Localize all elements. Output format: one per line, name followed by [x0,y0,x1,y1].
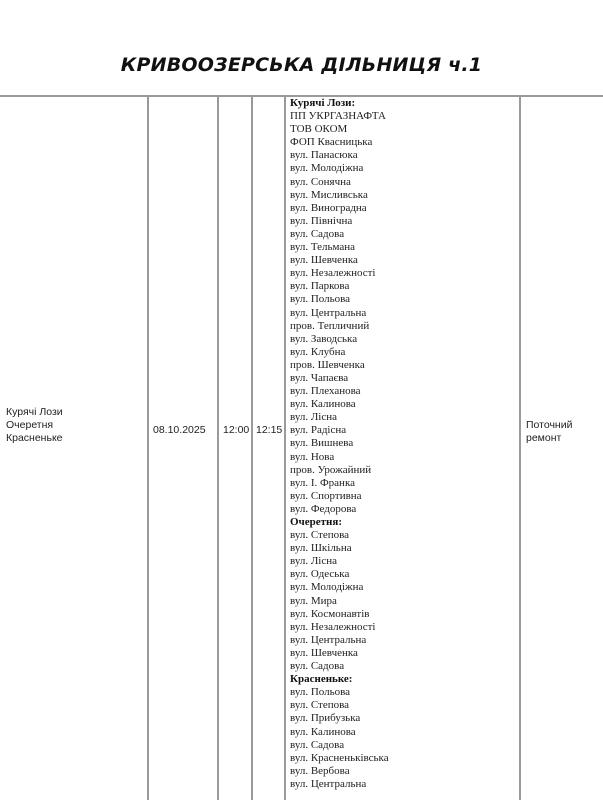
settlement-header: Красненьке: [290,673,353,686]
settlement-header: Очеретня: [290,516,342,528]
address-item: вул. Вербова [290,764,350,777]
outage-table [0,95,603,800]
address-item: вул. Мисливська [290,188,368,201]
address-item: вул. Північна [290,214,353,227]
address-item: вул. Тельмана [290,241,356,254]
end-time-cell: 12:15 [256,424,283,436]
address-item: вул. Прибузька [290,712,361,725]
address-item: вул. Центральна [290,306,367,319]
address-item: вул. Калинова [290,398,356,411]
address-item: ФОП Квасницька [290,136,373,149]
address-item: вул. Шевченка [290,646,358,659]
settlements-cell [6,406,63,445]
address-item: вул. Вишнева [290,437,354,450]
address-item: вул. Незалежності [290,267,376,280]
address-item: пров. Тепличний [290,319,370,332]
address-item: вул. Садова [290,660,345,673]
address-item: вул. Чапаєва [290,371,349,384]
address-item: вул. Лісна [290,411,337,424]
address-item: вул. Центральна [290,633,367,646]
column-divider [217,95,219,800]
settlement-name: Курячі Лози [6,406,63,418]
address-item: вул. Польова [290,293,351,306]
page-title: КРИВООЗЕРСЬКА ДІЛЬНИЦЯ ч.1 [120,54,483,76]
address-item: вул. Радісна [290,424,347,437]
address-item: вул. Центральна [290,777,367,790]
address-item: вул. І. Франка [290,476,356,489]
address-item: вул. Польова [290,686,351,699]
address-item: ТОВ ОКОМ [290,123,348,136]
work-type-line: ремонт [526,432,562,444]
address-item: вул. Молодіжна [290,581,364,594]
address-item: вул. Красненьківська [290,751,389,764]
column-divider [519,95,521,800]
address-item: вул. Калинова [290,725,356,738]
address-item: вул. Молодіжна [290,162,364,175]
address-item: вул. Космонавтів [290,607,370,620]
address-item: вул. Плеханова [290,385,361,398]
address-item: вул. Садова [290,738,345,751]
address-item: вул. Клубна [290,345,346,358]
address-item: вул. Садова [290,227,345,240]
address-item: вул. Незалежності [290,620,376,633]
settlement-name: Красненьке [6,432,63,444]
date-cell: 08.10.2025 [153,424,206,436]
address-item: вул. Виноградна [290,201,367,214]
address-item: пров. Урожайний [290,463,372,476]
settlement-name: Очеретня [6,419,54,431]
address-list-cell [290,97,518,791]
address-item: вул. Одеська [290,568,350,581]
work-type-cell [526,419,572,445]
address-item: вул. Федорова [290,502,357,515]
address-item: вул. Паркова [290,280,350,293]
column-divider [147,95,149,800]
start-time-cell: 12:00 [223,424,250,436]
address-item: вул. Панасюка [290,149,358,162]
address-item: вул. Шкільна [290,542,352,555]
settlement-header: Курячі Лози: [290,97,356,109]
address-item: вул. Лісна [290,555,337,568]
address-item: вул. Нова [290,450,335,463]
work-type-line: Поточний [526,419,573,431]
address-item: вул. Спортивна [290,489,362,502]
address-item: ПП УКРГАЗНАФТА [290,110,386,123]
address-item: вул. Степова [290,529,350,542]
address-item: вул. Сонячна [290,175,351,188]
address-item: вул. Заводська [290,332,358,345]
address-item: вул. Степова [290,699,350,712]
address-item: вул. Мира [290,594,337,607]
address-item: вул. Шевченка [290,254,358,267]
column-divider [284,95,286,800]
column-divider [251,95,253,800]
address-item: пров. Шевченка [290,358,365,371]
